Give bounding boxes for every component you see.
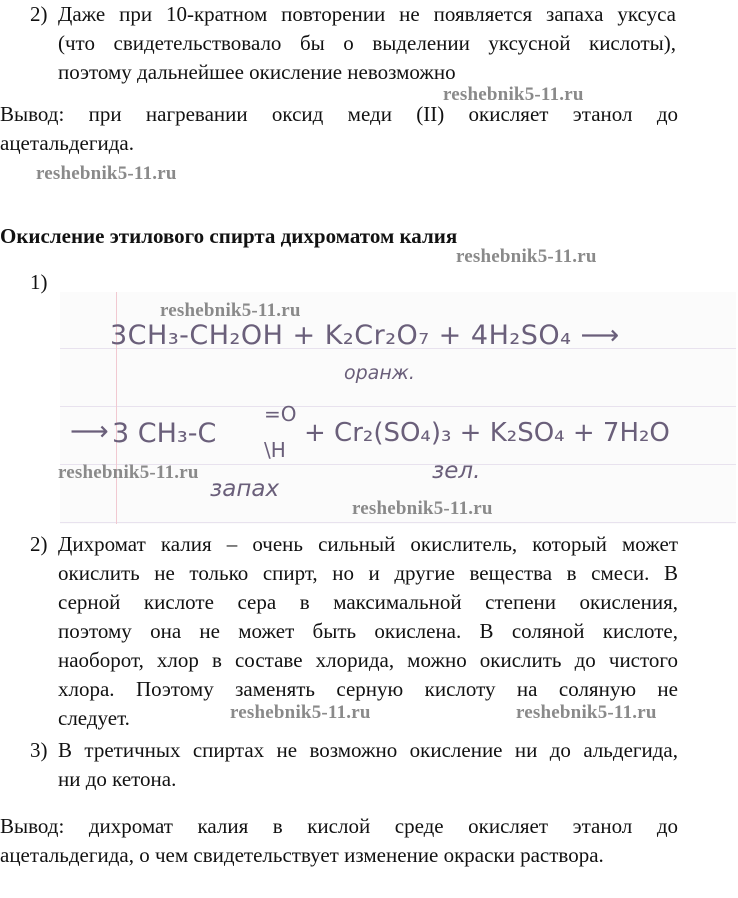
text-line: хлора. Поэтому заменять серную кислоту на соляную не [58,677,678,701]
aldehyde-h: \H [264,438,286,462]
watermark: reshebnik5-11.ru [58,462,199,483]
text-line: ацетальдегида. [0,131,134,155]
text-line: следует. [58,706,130,730]
label-smell: запах [210,476,280,502]
text-line: окислить не только спирт, но и другие вещества в смеси. В [58,561,678,585]
equation-line-2-start: 3 CH₃-C [112,418,217,449]
aldehyde-o: =O [264,402,297,426]
section-heading: Окисление этилового спирта дихроматом калия [0,224,458,248]
list-number: 2) [30,2,48,26]
text-line: поэтому дальнейшее окисление невозможно [58,60,456,84]
list-number: 3) [30,738,48,762]
text-line: серной кислоте сера в максимальной степени окисления, [58,590,678,614]
watermark: reshebnik5-11.ru [456,246,597,267]
watermark: reshebnik5-11.ru [36,163,177,184]
conclusion-1 [0,100,678,158]
conclusion-2 [0,812,678,870]
watermark: reshebnik5-11.ru [516,702,657,723]
text-line: наоборот, хлор в составе хлорида, можно окислить до чистого [58,648,678,672]
equation-line-1: 3CH₃-CH₂OH + K₂Cr₂O₇ + 4H₂SO₄ ⟶ [110,320,620,351]
text-line: ни до кетона. [58,767,177,791]
text-line: Даже при 10-кратном повторении не появляется запаха уксуса [58,2,676,26]
label-green: зел. [432,458,481,484]
text-line: поэтому она не может быть окислена. В соляной кислоте, [58,619,678,643]
item-2-top-text [58,0,676,87]
equation-line-2-end: + Cr₂(SO₄)₃ + K₂SO₄ + 7H₂O [304,418,670,448]
watermark: reshebnik5-11.ru [443,84,584,105]
watermark: reshebnik5-11.ru [160,300,301,321]
text-line: Вывод: при нагревании оксид меди (II) окисляет этанол до [0,102,678,126]
text-line: Дихромат калия – очень сильный окислитель, который может [58,532,678,556]
equation-line-2-arrow: ⟶ [70,416,109,447]
watermark: reshebnik5-11.ru [352,498,493,519]
text-line: (что свидетельствовало бы о выделении уксусной кислоты), [58,31,676,55]
text-line: Вывод: дихромат калия в кислой среде окисляет этанол до [0,814,678,838]
item-3-text [58,736,678,794]
text-line: ацетальдегида, о чем свидетельствует изменение окраски раствора. [0,843,604,867]
watermark: reshebnik5-11.ru [230,702,371,723]
list-number: 1) [30,270,48,294]
handwritten-equation-photo [60,292,736,524]
text-line: В третичных спиртах не возможно окисление ни до альдегида, [58,738,678,762]
list-number: 2) [30,532,48,556]
label-orange: оранж. [344,362,415,384]
